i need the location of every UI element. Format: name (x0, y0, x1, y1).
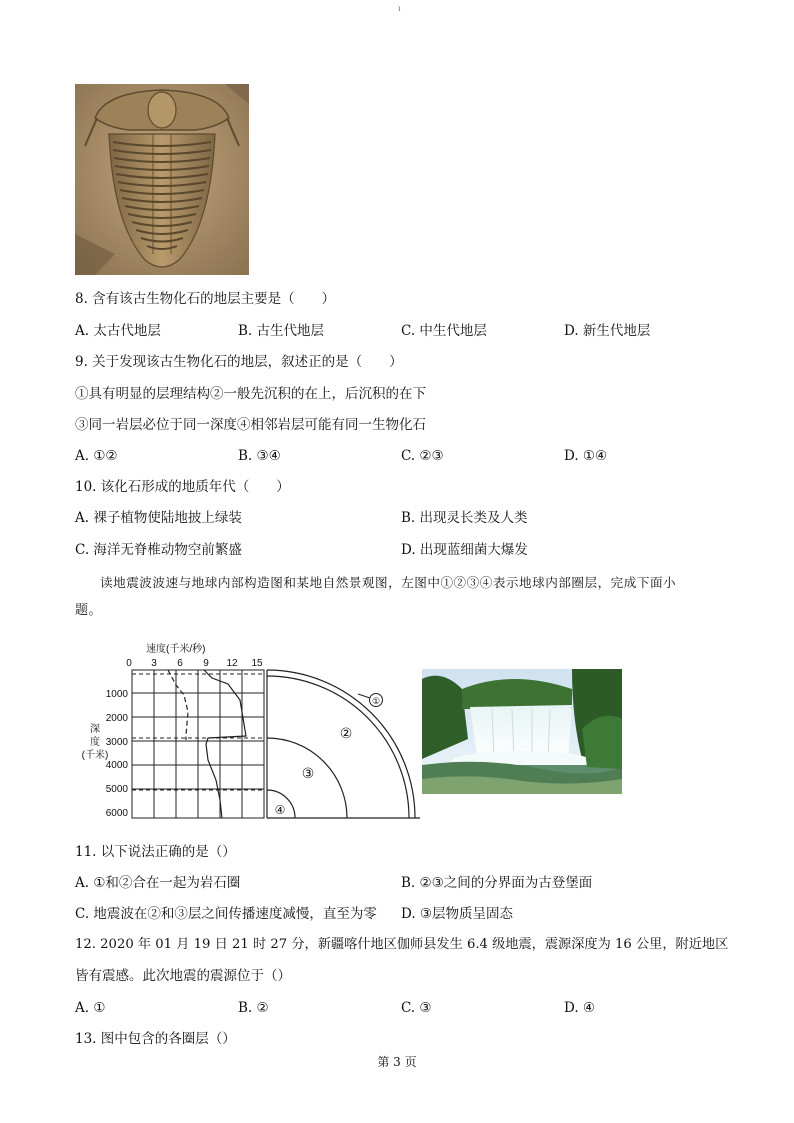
depth-label-2: 度 (90, 737, 100, 748)
intro-line-2: 题。 (75, 603, 103, 618)
speed-axis-label: 速度(千米/秒) (146, 644, 206, 655)
q13-stem: 13. 图中包含的各圈层（） (75, 1031, 236, 1047)
q12-option-c: C. ③ (401, 1000, 432, 1016)
q11-option-c: C. 地震波在②和③层之间传播速度减慢，直至为零 (75, 906, 377, 922)
y-tick-2000: 2000 (105, 713, 128, 724)
q12-stem-line-1: 12. 2020 年 01 月 19 日 21 时 27 分，新疆喀什地区伽师县发生 6.4 级地震，震源深度为 16 公里，附近地区 (75, 937, 729, 952)
q11-option-b: B. ②③之间的分界面为古登堡面 (401, 875, 593, 891)
q11-stem: 11. 以下说法正确的是（） (75, 844, 236, 860)
waterfall-landscape-image (422, 669, 622, 794)
q12-option-b: B. ② (238, 1000, 269, 1016)
x-tick-labels (126, 658, 263, 669)
q12-stem-line-2: 皆有震感。此次地震的震源位于（） (75, 968, 291, 984)
q10-option-d: D. 出现蓝细菌大爆发 (401, 542, 528, 558)
y-tick-5000: 5000 (105, 784, 128, 795)
q9-stem: 9. 关于发现该古生物化石的地层，叙述正的是（ ） (75, 354, 403, 370)
y-tick-3000: 3000 (105, 737, 128, 748)
q9-statement-2: ③同一岩层必位于同一深度④相邻岩层可能有同一生物化石 (75, 417, 426, 433)
layer-4-label: ④ (274, 803, 286, 817)
x-tick-6: 6 (177, 658, 183, 669)
depth-unit-label: (千米) (81, 750, 109, 761)
layer-3-label: ③ (301, 766, 315, 782)
q9-statement-1: ①具有明显的层理结构②一般先沉积的在上，后沉积的在下 (75, 386, 426, 402)
x-tick-12: 12 (226, 658, 238, 669)
depth-label-1: 深 (90, 724, 100, 735)
q12-option-a: A. ① (75, 1000, 106, 1016)
q8-stem: 8. 含有该古生物化石的地层主要是（ ） (75, 291, 336, 307)
q8-option-d: D. 新生代地层 (564, 323, 651, 339)
s-wave-curve (168, 670, 188, 740)
y-tick-1000: 1000 (105, 689, 128, 700)
q8-option-b: B. 古生代地层 (238, 323, 325, 339)
q10-option-c: C. 海洋无脊椎动物空前繁盛 (75, 542, 242, 558)
q9-option-c: C. ②③ (401, 448, 444, 464)
trilobite-fossil-image (75, 84, 249, 275)
y-tick-6000: 6000 (105, 808, 128, 819)
p-wave-curve (204, 670, 246, 818)
q9-option-a: A. ①② (75, 448, 118, 464)
q10-stem: 10. 该化石形成的地质年代（ ） (75, 479, 290, 495)
q8-option-a: A. 太古代地层 (75, 323, 161, 339)
x-tick-0: 0 (126, 658, 132, 669)
x-tick-9: 9 (203, 658, 209, 669)
grid (132, 670, 264, 818)
q10-option-a: A. 裸子植物使陆地披上绿装 (75, 510, 242, 526)
layer-2-label: ② (339, 726, 353, 742)
earth-structure (267, 670, 420, 818)
q10-option-b: B. 出现灵长类及人类 (401, 510, 528, 526)
q11-option-a: A. ①和②合在一起为岩石圈 (75, 875, 241, 891)
intro-line-1: 读地震波波速与地球内部构造图和某地自然景观图，左图中①②③④表示地球内部圈层，完成下面小 (100, 575, 677, 590)
y-tick-labels (106, 689, 129, 819)
q12-option-d: D. ④ (564, 1000, 596, 1016)
header-mark: ı (398, 4, 401, 13)
x-tick-3: 3 (151, 658, 157, 669)
q9-option-b: B. ③④ (238, 448, 281, 464)
x-tick-15: 15 (251, 658, 263, 669)
page-number: 第 3 页 (377, 1055, 417, 1069)
layer-1-label: ① (371, 697, 381, 707)
q11-option-d: D. ③层物质呈固态 (401, 906, 514, 922)
y-tick-4000: 4000 (105, 760, 128, 771)
seismic-wave-figure (80, 640, 420, 825)
q9-option-d: D. ①④ (564, 448, 608, 464)
q8-option-c: C. 中生代地层 (401, 323, 487, 339)
